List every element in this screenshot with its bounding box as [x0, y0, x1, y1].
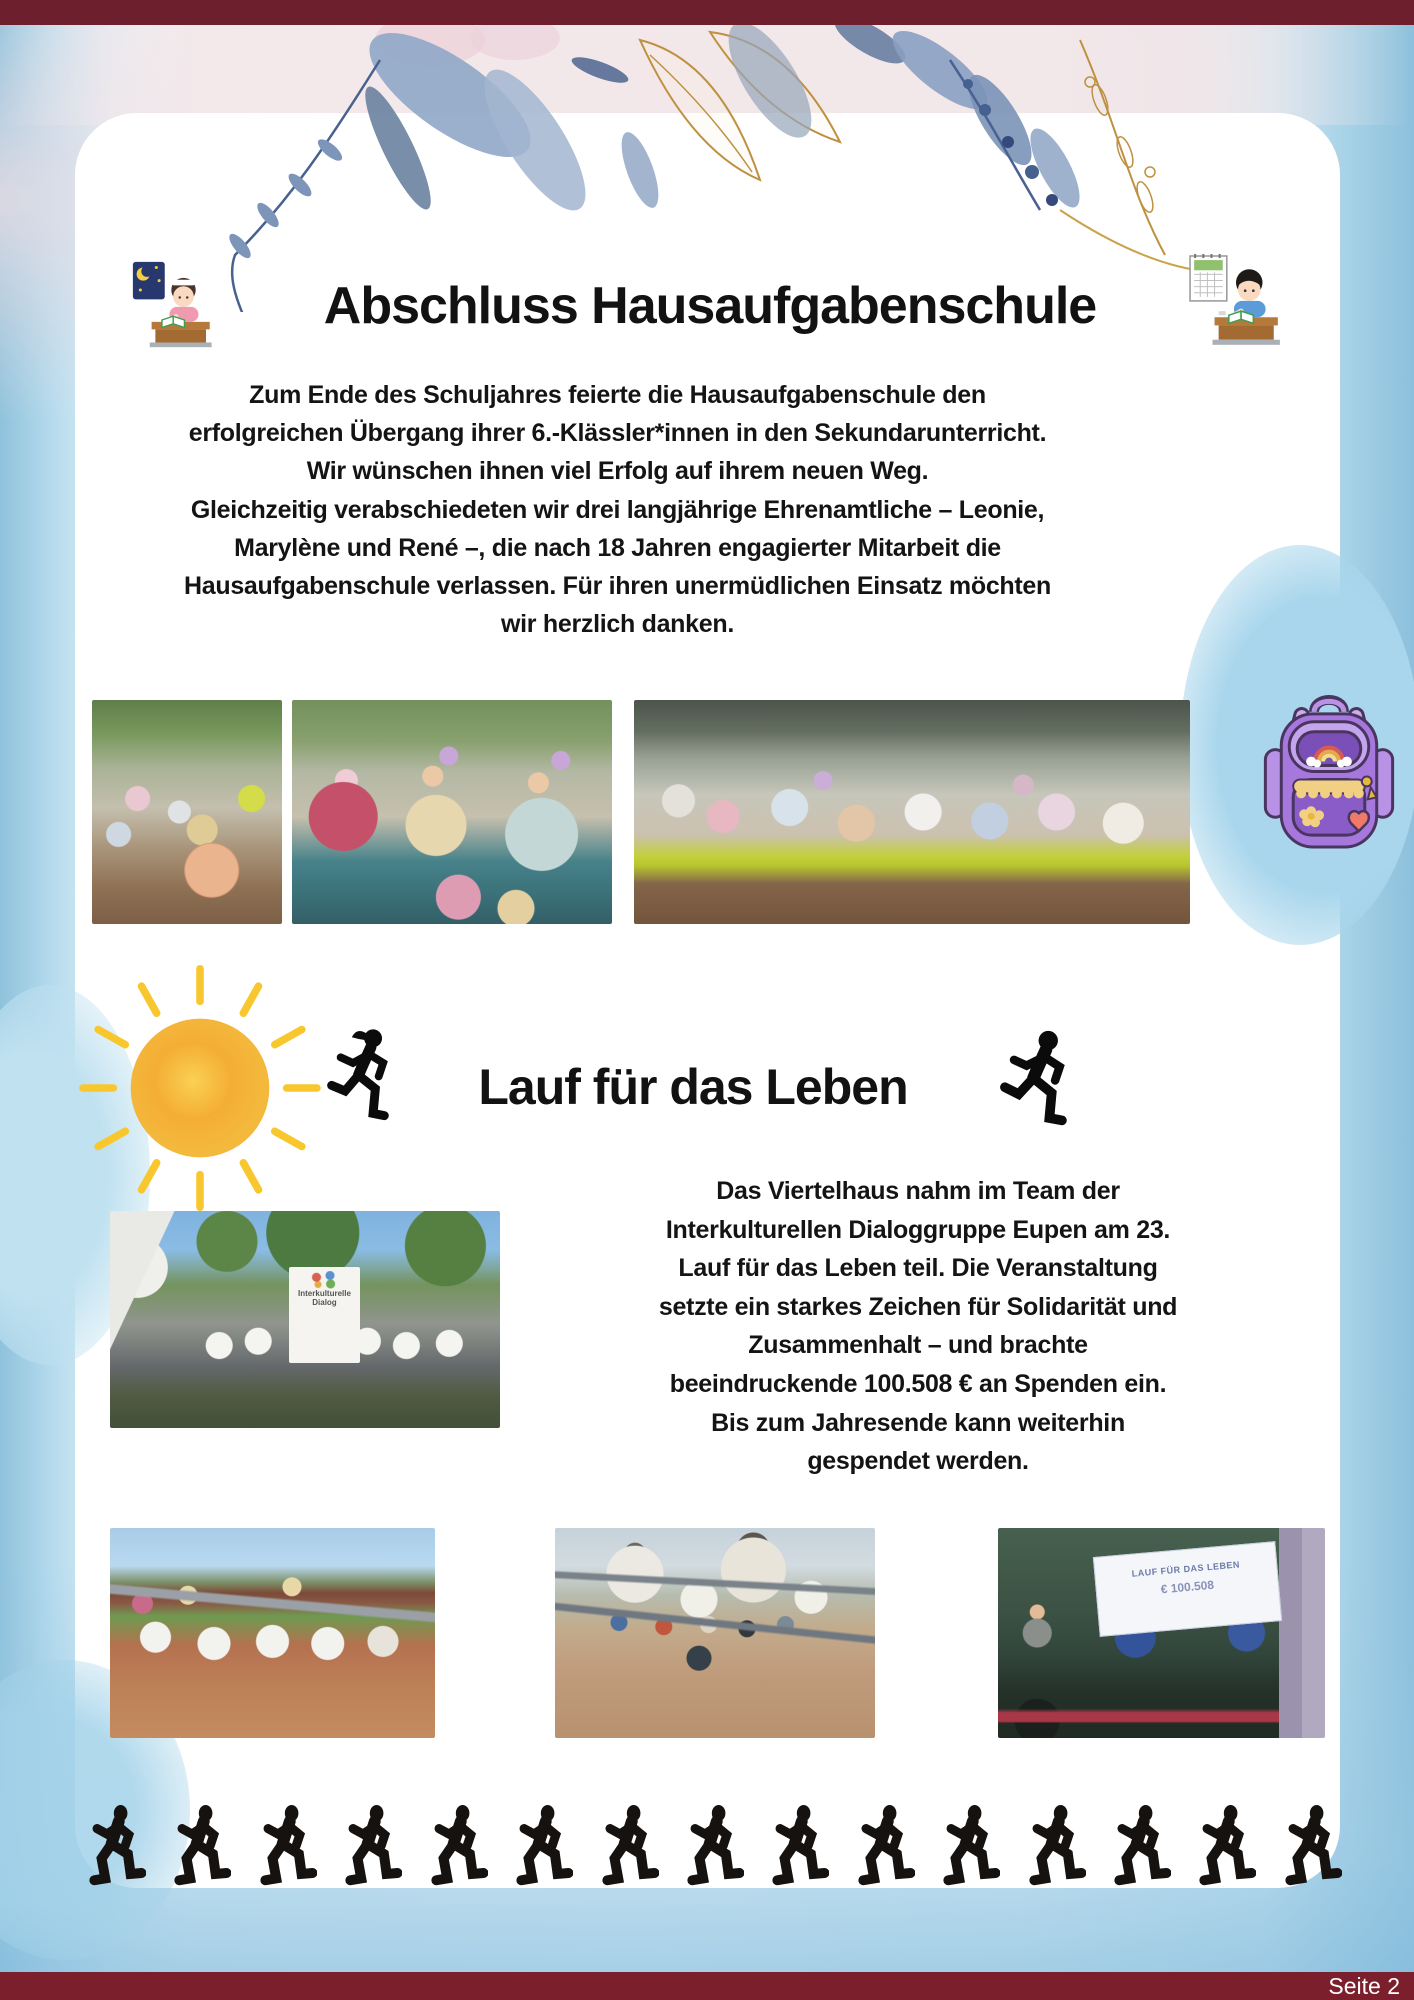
boy-studying-calendar-icon — [1188, 253, 1286, 357]
paragraph-line: Interkulturellen Dialoggruppe Eupen am 23. — [665, 1215, 1171, 1244]
photo-dialoggruppe-team — [110, 1211, 500, 1428]
photo-walking-crowd — [555, 1528, 875, 1738]
paragraph-line: Zum Ende des Schuljahres feierte die Hausaufgabenschule den — [249, 381, 986, 409]
section2-title: Lauf für das Leben — [478, 1059, 908, 1115]
paragraph-line: beeindruckende 100.508 € an Spenden ein. — [669, 1369, 1167, 1398]
paragraph-line: Gleichzeitig verabschiedeten wir drei langjährige Ehrenamtliche – Leonie, — [190, 495, 1045, 524]
paragraph-line: setzte ein starkes Zeichen für Solidarität und — [658, 1292, 1178, 1321]
section1-title: Abschluss Hausaufgabenschule — [323, 277, 1097, 335]
section1-paragraph — [145, 376, 1090, 643]
photo-check-presentation-stage — [998, 1528, 1325, 1738]
runner-pictogram-icon — [430, 1802, 488, 1886]
page-number: Seite 2 — [1328, 1973, 1400, 1999]
paragraph-line: gespendet werden. — [807, 1447, 1029, 1476]
runner-pictogram-icon — [173, 1802, 231, 1886]
check-amount: € 100.508 — [1160, 1577, 1215, 1597]
paragraph-line: Hausaufgabenschule verlassen. Für ihren unermüdlichen Einsatz möchten — [183, 572, 1052, 601]
banner-line: Interkulturelle — [298, 1289, 351, 1299]
runner-pictogram-row — [88, 1798, 1342, 1890]
paragraph-line: Marylène und René –, die nach 18 Jahren engagierter Mitarbeit die — [234, 533, 1001, 562]
photo-large-group-terrace — [634, 700, 1190, 924]
check-title: LAUF FÜR DAS LEBEN — [1131, 1559, 1241, 1579]
section2-paragraph — [563, 1172, 1273, 1481]
runner-pictogram-icon — [771, 1802, 829, 1886]
paragraph-line: erfolgreichen Übergang ihrer 6.-Klässler*innen in den Sekundarunterricht. — [188, 419, 1047, 448]
paragraph-line: Wir wünschen ihnen viel Erfolg auf ihrem neuen Weg. — [306, 457, 929, 486]
photo-group-selfie-terrace — [92, 700, 282, 924]
runner-pictogram-icon — [1028, 1802, 1086, 1886]
paragraph-line: Bis zum Jahresende kann weiterhin — [711, 1408, 1125, 1437]
banner-logo — [309, 1271, 339, 1289]
runner-pictogram-icon — [515, 1802, 573, 1886]
runner-pictogram-icon — [259, 1802, 317, 1886]
runner-pictogram-icon — [1198, 1802, 1256, 1886]
runner-pictogram-icon — [1284, 1802, 1342, 1886]
photo-team-on-field — [110, 1528, 435, 1738]
paragraph-line: wir herzlich danken. — [501, 610, 734, 639]
paragraph-line: Das Viertelhaus nahm im Team der — [716, 1177, 1120, 1205]
runner-pictogram-icon — [88, 1802, 146, 1886]
runner-pictogram-icon — [1113, 1802, 1171, 1886]
runner-pictogram-icon — [601, 1802, 659, 1886]
runner-pictogram-icon — [857, 1802, 915, 1886]
banner-interkulturelle-dialoggruppe — [289, 1267, 359, 1362]
runner-pictogram-icon — [686, 1802, 744, 1886]
banner-line: Dialog — [312, 1298, 337, 1308]
paragraph-line: Zusammenhalt – und brachte — [748, 1331, 1088, 1360]
sun-icon — [70, 958, 330, 1218]
female-runner-icon — [322, 1026, 404, 1138]
watercolor-leaves-decoration — [150, 22, 1210, 312]
photo-seniors-with-gifts — [292, 700, 612, 924]
donation-check — [1093, 1541, 1282, 1636]
runner-pictogram-icon — [344, 1802, 402, 1886]
runner-pictogram-icon — [942, 1802, 1000, 1886]
male-runner-icon — [993, 1028, 1083, 1142]
bottom-maroon-bar — [0, 1972, 1414, 2000]
backpack-icon — [1258, 688, 1400, 853]
paragraph-line: Lauf für das Leben teil. Die Veranstaltung — [678, 1254, 1158, 1283]
top-maroon-bar — [0, 0, 1414, 25]
girl-studying-night-icon — [131, 256, 221, 354]
